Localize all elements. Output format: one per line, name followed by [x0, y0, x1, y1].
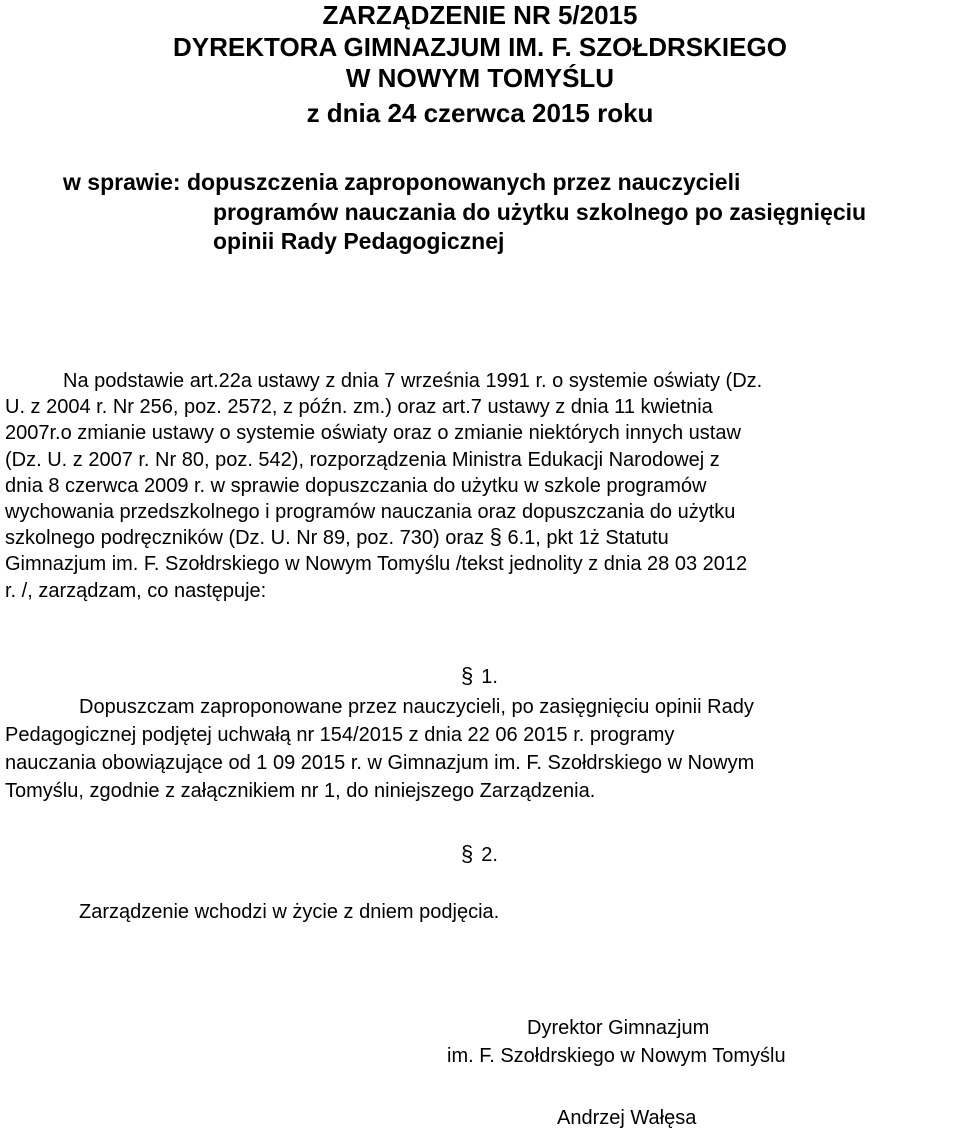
- section-sign-icon: §: [461, 841, 474, 866]
- section-sign-icon: §: [489, 524, 502, 550]
- preamble-line: Gimnazjum im. F. Szołdrskiego w Nowym Tomyślu /tekst jednolity z dnia 28 03 2012: [5, 553, 748, 576]
- signature-block: [447, 1014, 786, 1132]
- preamble-line: Na podstawie art.22a ustawy z dnia 7 września 1991 r. o systemie oświaty (Dz.: [63, 370, 763, 392]
- subject-line-1: w sprawie: dopuszczenia zaproponowanych przez nauczycieli: [63, 169, 741, 195]
- preamble-line-7-head: szkolnego podręczników (Dz. U. Nr 89, poz. 730) oraz: [5, 527, 485, 550]
- section-1-heading: [461, 664, 498, 690]
- section-1-line: Dopuszczam zaproponowane przez nauczycieli, po zasięgnięciu opinii Rady: [79, 696, 754, 718]
- preamble-line: 2007r.o zmianie ustawy o systemie oświaty oraz o zmianie niektórych innych ustaw: [5, 422, 741, 445]
- preamble-line: wychowania przedszkolnego i programów nauczania oraz dopuszczania do użytku: [5, 501, 736, 524]
- preamble-line: (Dz. U. z 2007 r. Nr 80, poz. 542), rozporządzenia Ministra Edukacji Narodowej z: [5, 448, 720, 471]
- signature-name: Andrzej Wałęsa: [557, 1107, 697, 1129]
- document-title: [0, 0, 960, 95]
- section-2-number: 2.: [481, 844, 498, 866]
- subject-line-2: programów nauczania do użytku szkolnego po zasięgnięciu: [213, 198, 867, 225]
- preamble-line-7-tail: 6.1, pkt 1ż Statutu: [507, 527, 669, 550]
- document-date: z dnia 24 czerwca 2015 roku: [306, 98, 654, 128]
- signature-title-2: im. F. Szołdrskiego w Nowym Tomyślu: [447, 1045, 786, 1067]
- section-1-line: Pedagogicznej podjętej uchwałą nr 154/2015 z dnia 22 06 2015 r. programy: [5, 724, 675, 746]
- section-1-line: Tomyślu, zgodnie z załącznikiem nr 1, do niniejszego Zarządzenia.: [5, 780, 596, 802]
- preamble-line: dnia 8 czerwca 2009 r. w sprawie dopuszczania do użytku w szkole programów: [5, 474, 707, 497]
- section-2-body: Zarządzenie wchodzi w życie z dniem podjęcia.: [79, 901, 500, 923]
- title-line-2: DYREKTORA GIMNAZJUM IM. F. SZOŁDRSKIEGO: [173, 31, 787, 62]
- section-1-body: [5, 693, 955, 805]
- section-1-number: 1.: [481, 666, 498, 688]
- title-line-3: W NOWYM TOMYŚLU: [345, 63, 615, 93]
- section-1-line: nauczania obowiązujące od 1 09 2015 r. w Gimnazjum im. F. Szołdrskiego w Nowym: [5, 752, 755, 774]
- subject-line-3: opinii Rady Pedagogicznej: [213, 228, 505, 254]
- title-line-1: ZARZĄDZENIE NR 5/2015: [322, 0, 638, 30]
- preamble-line: [5, 525, 950, 551]
- preamble-line: U. z 2004 r. Nr 256, poz. 2572, z późn. zm.) oraz art.7 ustawy z dnia 11 kwietnia: [5, 396, 713, 419]
- preamble-line: r. /, zarządzam, co następuje:: [5, 579, 267, 602]
- section-sign-icon: §: [461, 663, 474, 688]
- preamble-paragraph: [5, 368, 950, 604]
- subject-block: [63, 168, 943, 257]
- signature-title-1: Dyrektor Gimnazjum: [527, 1017, 710, 1039]
- section-2-heading: [461, 842, 498, 868]
